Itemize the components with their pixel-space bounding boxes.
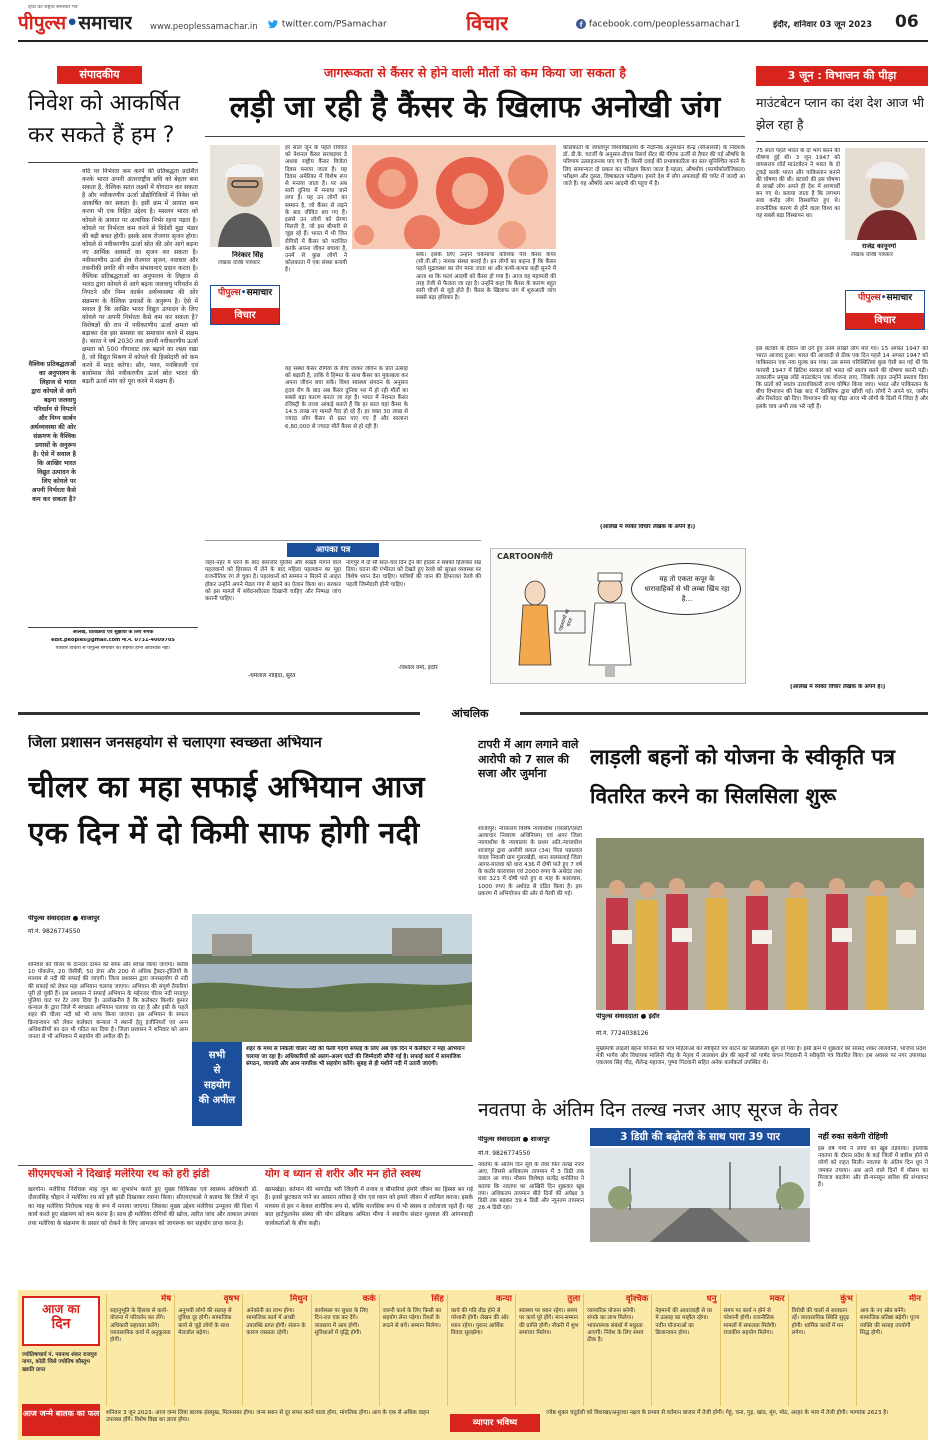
cartoon-speech-bubble — [631, 563, 741, 615]
court-headline: टापरी में आग लगाने वाले आरोपी को 7 साल की सजा और जुर्माना — [478, 738, 579, 780]
heat-side-body: इस वर्ष गर्मी ने लोगों को खूब तड़पाया। हालांकि नवतपा के दौरान प्रदेश के कई जिलों में बारिश होने से लोगों को राहत मिली। नवतपा के अंतिम दिन धूप ने जमकर तपाया। अब आने वाले दिनों में मौसम का मिजाज बदलेगा और प्री-मानसून बारिश की संभावना है। — [818, 1146, 928, 1189]
heat-headline: नवतपा के अंतिम दिन तल्ख नजर आए सूरज के तेवर — [478, 1099, 838, 1121]
zodiac-sign — [311, 1294, 379, 1406]
horoscope-market-label: व्यापार भविष्य — [450, 1414, 540, 1432]
appeal-line-4: की अपील — [198, 1095, 236, 1106]
cancer-column-4: कोलकाता के जाधवपुर विश्वविद्यालय के नैदानिक अनुसंधान केन्द्र (सीआरसी) के निदेशक डॉ. डी.के. चटर्जी के अनुसार-डीएस रिसर्च सेंटर की पीएफ ऊर्जी से तैयार की गई औषधि के परिणाम उत्साहजनक पाए गए हैं। किसी दवाई की प्रभावकारिता का स्तर सुनिश्चित करने के लिए सामान्यतः दो प्रकार का परीक्षण किया जाता है-पहला, औषधीय (फार्माकोलॉजिकल) परीक्षण और दूसरा, विषाक्तता परीक्षण। हमारे देश में लोग अफवाहों की चपेट में जल्दी आ जाते हैं। यह औषधि आम आदमी की पहुंच में है। — [563, 145, 745, 188]
p-brand-label: विचार — [846, 313, 924, 329]
cancer-cells-image — [352, 145, 556, 249]
masthead — [0, 0, 945, 48]
yoga-headline: योग व ध्यान से शरीर और मन होते स्वस्थ — [265, 1168, 421, 1180]
ladli-phone: मो.नं. 7724038126 — [596, 1030, 649, 1037]
horoscope-market-text: ज्येष्ठ शुक्ल चतुर्दशी को विशाखा/अनुराधा नक्षत्र के प्रभाव से वर्तमान बाजार में तेजी होगी। गेहूं, चना, गुड़, खांड, मूंग, मोठ, अरहर के भाव में तेजी होगी। भाग्यांक 2623 है। — [546, 1410, 889, 1416]
cleanup-caption: शहर के मध्य से निकली चीलर नदी की फैली गंदगी सफाई के लिए अब एक दिन में कलेक्टर ने महा अभियान चलाया जा रहा है। अधिकारियों को अलग-अलग घाटों की जिम्मेदारी सौंपी गई है। सफाई कार्य में सामाजिक संगठन, व्यापारी और आम नागरिक भी सहयोग करेंगे। सुबह से ही मशीनें नदी में उतारी जाएंगी। — [246, 1046, 465, 1068]
masthead-tagline: हिंदी का राष्ट्रीय समाचार पत्र — [28, 5, 78, 10]
zodiac-sign-text: अनुभवी लोगों की सलाह से दुविधा दूर होगी। सामाजिक कार्य से जुड़े लोगों के साथ मेलजोल बढ़ेगा। — [178, 1308, 232, 1336]
facebook-handle: facebook.com/peoplessamachar1 — [588, 19, 741, 30]
heat-side-headline: नहीं रुका सकेगी रोहिणी — [818, 1132, 888, 1141]
zodiac-sign-name: मिथुन — [290, 1294, 308, 1304]
zodiac-sign-name: मीन — [908, 1294, 921, 1304]
zodiac-sign — [242, 1294, 310, 1406]
zodiac-sign-name: वृषभ — [223, 1294, 240, 1304]
logo-left: पीपुल्स — [18, 12, 67, 34]
zodiac-sign-name: कन्या — [495, 1294, 512, 1304]
letters-label: आपका पत्र — [287, 543, 379, 557]
zodiac-sign-text: समय पर कार्य न होने से परेशानी होगी। राजनीतिक मामलों में सफलता मिलेगी। राजकीय सहयोग मिलेगा। — [723, 1308, 777, 1336]
masthead-logo: पीपुल्स•समाचार — [18, 12, 133, 34]
zodiac-sign — [720, 1294, 788, 1406]
zodiac-sign — [856, 1294, 924, 1406]
malaria-body: खरगोन। मलेरिया निरोधक माह जून का शुभारंभ करते हुए मुख्य चिकित्सा एवं स्वास्थ्य अधिकारी डॉ. दौलतसिंह चौहान ने मलेरिया रथ को हरी झंडी दिखाकर रवाना किया। सीएमएचओ ने बताया कि जिले में जून का माह मलेरिया निरोधक माह के रूप में मनाया जाएगा। जिसका मुख्य उद्देश्य मलेरिया उन्मूलन की दिशा में कार्य करते हुए संक्रमण को कम करना है। साथ ही मलेरिया रोगियों की खोज, त्वरित जांच और तत्काल उपचार तथा मलेरिया के संक्रमण के प्रसार को रोकने के लिए आमजन को जागरूक कर सहयोग प्राप्त करना है। — [28, 1187, 258, 1227]
zodiac-sign-text: कार्य की गति तीव्र होने से परेशानी होगी। लेखन की ओर ध्यान रहेगा। पुराना आर्थिक विवाद सुलझेगा। — [450, 1308, 509, 1336]
cancer-brand: पीपुल्स•समाचार विचार — [210, 285, 280, 325]
editorial-headline: निवेश को आकर्षित कर सकते हैं हम ? — [28, 91, 181, 148]
website-link[interactable]: www.peoplessamachar.in — [150, 22, 258, 32]
zodiac-sign-name: धनु — [706, 1294, 717, 1304]
partition-brand: पीपुल्स•समाचार विचार — [845, 290, 925, 330]
editorial-label: संपादकीय — [57, 66, 142, 84]
cleanup-headline-2: एक दिन में दो किमी साफ होगी नदी — [28, 816, 420, 851]
cleanup-body: शनिवार को चीलर के दानदार दामन को साफ और स्वच्छ किया जाएगा। करीब 10 पोकलेन, 20 जेसीबी, 50 डंपर और 200 से अधिक ट्रैक्टर-ट्रॉलियों के माध्यम से नदी की सफाई की जाएगी। जिला प्रशासन द्वारा जनसहयोग से नदी की सफाई को लेकर महा अभियान चलाया जाएगा। अभियान की संपूर्ण तैयारियां पूरी हो चुकी हैं। इस प्रशासन ने सफाई अभियान के मद्देनजर चीलर नदी मरदपुर पुलिया घाट पर टेंट लगा दिया है। उल्लेखनीय है कि कलेक्टर किशोर कुमार कन्याल के द्वारा जिले में स्वच्छता अभियान चलाया जा रहा है और इसी के पहले शहर की चीलर नदी को भी साफ किया जाएगा। इस अभियान के सफल क्रियान्वयन को लेकर कलेक्टर कन्याल ने स्थानों हेतु इंजीनियरों एवं अन्य अधिकारियों का दल भी गठित कर दिया है। जिला प्रशासन ने शनिवार को आम जनता से भी अभियान में सहयोग की अपील की है। — [28, 962, 188, 1041]
letter-1-text: जहर-नहर में धरने के बाद कमजोर पुलिस और सख्ती मांगने वाले पहलवानों को हिरासत में लेने के बाद महिला पहलवान का मुद्दा राजनीतिक रंग ले चुका है। पहलवानों को सम्मान न मिलने से आहत होकर उन्होंने अपने मेडल गंगा में बहाने का ऐलान किया था। सरकार को इस मामले में संवेदनशीलता दिखानी चाहिए और निष्पक्ष जांच करानी चाहिए। — [205, 560, 341, 603]
p-brand-left: पीपुल्स — [857, 293, 881, 303]
zodiac-signs — [106, 1294, 924, 1406]
heat-road-photo — [590, 1148, 810, 1242]
letter-1-sign: -धर्मलाल नाहिदा, सूरत — [248, 673, 296, 679]
page-number: 06 — [895, 12, 919, 32]
heat-photo-caption — [590, 1246, 810, 1280]
letter-2-sign: -विशाल वर्मा, इंदौर — [398, 665, 438, 671]
cancer-author-photo — [210, 145, 280, 247]
zodiac-sign-name: सिंह — [431, 1294, 444, 1304]
partition-body-2: इस बंटवारे के दौरान जो दंगे हुए उनमें लाखों लोग मारे गए। 15 अगस्त 1947 को भारत आजाद हुआ। भारत की आजादी से ठीक एक दिन पहले 14 अगस्त 1947 को पाकिस्तान एक नया मुल्क बन गया। उस समय परिस्थितियां कुछ ऐसी बन गई थीं कि फरवरी 1947 में ब्रिटिश सरकार को भारत को स्वतंत्र करने की घोषणा करनी पड़ी। तत्कालीन प्रमुख लॉर्ड माउंटबेटन एक योजना लाए, जिसके तहत उन्होंने प्रस्ताव दिया कि प्रांतों को स्वतंत्र उत्तराधिकारी राज्य घोषित किया जाए। भारत और पाकिस्तान के बीच विभाजन की रेखा बाद में रेडक्लिफ द्वारा खींची गई। लोगों ने अपने घर, जमीन और रिश्तेदार खो दिए। विभाजन की यह पीड़ा आज भी लोगों के दिलों में जिंदा है और इसके घाव अभी तक भरे नहीं हैं। — [756, 346, 928, 410]
heat-byline: पीपुल्स संवाददाता ● शाजापुर — [478, 1136, 550, 1143]
ladli-body: मुख्यमंत्री लाड़ली बहना योजना की पात्र महिलाओं को स्वीकृति पत्र बांटने का सिलसिला शुरू हो गया है। इसी क्रम में शुक्रवार को सांसद शंकर लालवानी, भाजपा प्रदेश मंत्री भार्गव और विधायक मालिनी गौड़ के नेतृत्व में लालबाग क्षेत्र की बहनों को पार्षद कंचन गिदवानी ने स्वीकृति पत्र वितरित किए। इस अवसर पर नगर उपाध्यक्ष एकलव्य सिंह गौड़, शैलेन्द्र महाजन, पुष्पा गिदवानी सहित अनेक कार्यकर्ता उपस्थित थे। — [596, 1046, 926, 1067]
brand-right: समाचार — [246, 288, 273, 298]
horoscope-title-top: आज का — [42, 1302, 80, 1316]
letter-2-text: नागपुर में दो सौ सात-चार दिन ट्रेन की हादसे ने सबको हिलाकर रख दिया। घटना की गंभीरता को देखते हुए रेलवे को सुरक्षा व्यवस्था पर विशेष ध्यान देना चाहिए। यात्रियों की जान की हिफाजत रेलवे की पहली जिम्मेदारी होनी चाहिए। — [346, 560, 481, 588]
zodiac-sign — [447, 1294, 515, 1406]
cleanup-phone: मो.नं. 9826774550 — [28, 928, 81, 935]
yoga-body: खामखेड़ा। वर्तमान की भागदौड़ भरी जिंदगी में तनाव व बीमारियां हमारे जीवन का हिस्सा बन गई हैं। इनसे छुटकारा पाने का आसान तरीका है योग एवं ध्यान को हमारे जीवन में शामिल करना। इसके माध्यम से हम न केवल शारीरिक रूप से, बल्कि मानसिक रूप से भी स्वस्थ व तरोताजा रहते हैं। यह बात हार्टफुलनेस संस्था की योग प्रशिक्षक अमिता मीणा ने स्थानीय संस्टर मुल्ताल की आंगनवाड़ी कार्यकर्ताओं के बीच कही। — [265, 1187, 473, 1227]
zodiac-sign-text: कार्यस्थल पर सुधार के लिए दिन-रात एक कर देंगे। व्यवसाय में आय होगी। सुविधाओं में वृद्धि होगी। — [314, 1308, 369, 1336]
horoscope-title-bottom: दिन — [51, 1316, 71, 1333]
zodiac-sign — [651, 1294, 719, 1406]
editorial-pullquote: वैश्विक प्रतिबद्धताओं का अनुपालन के लिहाज से भारत द्वारा कोयले से आगे बढ़ना जलवायु परिवर्तन से निपटने और निम्न कार्बन अर्थव्यवस्था की ओर संक्रमण के वैश्विक प्रयासों के अनुरूप है। ऐसे में सवाल है कि आखिर भारत विद्युत उत्पादन के लिए कोयले पर अपनी निर्भरता कैसे कम कर सकता है? — [28, 361, 76, 503]
partition-label: 3 जून : विभाजन की पीड़ा — [756, 66, 928, 86]
zodiac-sign — [583, 1294, 651, 1406]
horoscope-title — [22, 1296, 100, 1346]
zodiac-sign-text: सहानुभूति के हिसाब से कार्य-योजना में परिवर्तन कर लेंगे। अधिकारी सहायता करेंगे। व्यावसायिक कार्य में अनुकूलता होगी। — [110, 1308, 171, 1344]
partition-headline: माउंटबेटन प्लान का दंश देश आज भी झेल रहा है — [756, 95, 924, 132]
cleanup-kicker: जिला प्रशासन जनसहयोग से चलाएगा स्वच्छता अभियान — [28, 735, 322, 751]
zodiac-sign-text: अनेकोनी का लाभ होगा। सामाजिक कार्य में अच्छी उपलब्धि प्राप्त होगी। संतान के कारण व्यस्तता रहेगी। — [246, 1308, 306, 1336]
cancer-author-role: लेखक वरिष्ठ पत्रकार — [218, 260, 261, 266]
heat-strip: 3 डिग्री की बढ़ोतरी के साथ पारा 39 पार — [590, 1128, 810, 1146]
twitter-handle: twitter.com/PSamachar — [281, 19, 387, 30]
cartoon-box — [490, 548, 746, 684]
zodiac-sign — [788, 1294, 856, 1406]
zodiac-sign — [379, 1294, 447, 1406]
horoscope-kids-label: आज जन्मे बालक का फल — [22, 1404, 100, 1436]
zodiac-sign-text: जरूरी कार्य के लिए किसी का सहयोग लेना पड़ेगा। रिश्तों के रूठने से बचें। सम्मान मिलेगा। — [382, 1308, 442, 1329]
editorial-footer-1: आलेख, प्रतिक्रिया एवं सुझावों के लिए संपर्क — [72, 630, 154, 635]
p-brand-right: समाचार — [886, 293, 913, 303]
zodiac-sign-text: विरोधी की चालों से सावधान रहें। व्यावसायिक स्थिति सुदृढ़ होगी। धार्मिक कार्यों में मन लगेगा। — [791, 1308, 849, 1336]
zodiac-sign-name: तुला — [567, 1294, 581, 1304]
dateline: इंदौर, शनिवार 03 जून 2023 — [773, 20, 873, 30]
cleanup-byline: पीपुल्स संवाददाता ● शाजापुर — [28, 915, 100, 922]
twitter-icon — [268, 19, 279, 29]
partition-byline: (आलेख में व्यक्त विचार लेखक के अपने हैं।) — [790, 684, 886, 690]
editorial-footer-2: edit.peoples@gmail.com मो.नं. 0731-4009705 — [51, 638, 175, 643]
horoscope-kids-text: शनिवार 3 जून 2023: आज जन्म लिया बालक हंसमुख, मिलनसार होगा। जन्म स्थान से दूर सफर करने वाला होगा, मांगलिक होगा। आप के एक से अधिक वाहन उपलब्ध होंगे। विशेष विद्या का ज्ञाता होगा। — [106, 1410, 430, 1424]
cancer-byline: (आलेख में व्यक्त विचार लेखक के अपने हैं।) — [600, 524, 696, 530]
partition-author-role: लेखक वरिष्ठ पत्रकार — [851, 252, 894, 258]
cancer-column-1: हर साल जून के पहले रविवार को नेशनल कैंसर सरवाइवर डे अथवा राष्ट्रीय कैंसर विजेता दिवस मनाया जाता है। यह दिवस अमेरिका में विशेष रूप से मनाया जाता है। पर अब सारी दुनिया में मनाया जाने लगा है। यह उन लोगों का सम्मान है, जो कैंसर से लड़ने के बाद जीवित बच गए हैं। इससे उन लोगों को प्रेरणा मिलती है, जो इस बीमारी से जूझ रहे हैं। भारत में भी जिन रोगियों में कैंसर को पराजित करके अपना जीवन बचाया है, उनमें से कुछ लोगों ने कोलकाता में एक संस्था बनायी है। — [285, 145, 347, 274]
zodiac-sign-name: मकर — [769, 1294, 785, 1304]
cleanup-river-photo — [192, 914, 472, 1042]
cartoon-board: पहलवानों का धरना — [558, 608, 575, 633]
appeal-line-2: से — [213, 1065, 221, 1076]
logo-right: समाचार — [78, 12, 133, 34]
editorial-footer-3: पत्रकार विचारों से पीपुल्स समाचार का सहमत होना आवश्यक नहीं। — [55, 646, 171, 651]
cancer-author-name: निरंकार सिंह — [232, 251, 264, 259]
cancer-kicker: जागरूकता से कैंसर से होने वाली मौतों को कम किया जा सकता है — [323, 66, 627, 80]
appeal-line-1: सभी — [208, 1050, 226, 1061]
zodiac-sign-name: मेष — [161, 1294, 172, 1304]
heat-phone: मो.नं. 9826774550 — [478, 1150, 531, 1157]
zodiac-sign-text: स्वास्थ्य पर ध्यान रहेगा। समय पर कार्य पूरे होंगे। मान-सम्मान की प्राप्ति होगी। नौकरी में शुभ समाचार मिलेगा। — [519, 1308, 579, 1336]
section-title: विचार — [466, 12, 509, 35]
zodiac-sign-name: कुंभ — [840, 1294, 853, 1304]
malaria-headline: सीएमएचओ ने दिखाई मलेरिया रथ को हरी झंडी — [28, 1168, 210, 1180]
ladli-byline: पीपुल्स संवाददाता ● इंदौर — [596, 1013, 660, 1020]
heat-body: नवतपा के अंतिम दिन सूर्य के तेवर फिर तल्ख नजर आए, जिससे अधिकतम तापमान में 3 डिग्री तक उछाल आ गया। मौसम विशेषज्ञ सत्येंद्र धनोतिया ने बताया कि नवतपा का आखिरी दिन शुक्रवार खूब तपा। अधिकतम तापमान बीते दिनों की अपेक्षा 3 डिग्री तक बढ़कर 39.4 डिग्री और न्यूनतम तापमान 26.4 डिग्री रहा। — [478, 1162, 584, 1212]
facebook-link[interactable] — [576, 19, 740, 30]
zodiac-sign-name: कर्क — [362, 1294, 376, 1304]
partition-body-1: 75 साल पहले भारत के दो भाग करने की घोषणा हुई थी। 3 जून 1947 को वायसराय लॉर्ड माउंटबेटन ने भारत के दो टुकड़े करके भारत और पाकिस्तान बनाने की घोषणा की थी। बंटवारे की इस घोषणा से लाखों लोग अपने ही देश में शरणार्थी बन गए थे। बताया जाता है कि लगभग सवा करोड़ लोग विस्थापित हुए थे। राजनीतिक कारण से होने वाला विश्व का यह सबसे बड़ा विस्थापन था। — [756, 148, 840, 219]
brand-label: विचार — [211, 308, 279, 324]
partition-author-photo — [845, 148, 925, 240]
cartoon-label: CARTOONगीरी — [497, 552, 553, 561]
zodiac-sign-text: व्यापारिक योजना बनेगी। संपर्क का लाभ मिलेगा। भावनात्मक संबंधों में मधुरता आएगी। निवेश के लिए समय ठीक है। — [587, 1308, 644, 1344]
zodiac-sign — [174, 1294, 242, 1406]
partition-author-name: राजेंद्र कानूनगो — [862, 243, 897, 250]
horoscope-astrologer: ज्योतिषाचार्य पं. नवनाथ शंकर राजगुरु नागर, कोठी जिसे ज्योतिष कौस्तुभ ख्याति प्राप्त — [22, 1352, 97, 1373]
cancer-column-2b: यह संस्था कैंसर रोगियों के बीच जाकर जीवन के प्रति उत्साह को बढ़ाती है, ताकि वे हिम्मत के साथ कैंसर का मुकाबला कर अपना जीवन बचा सकें। विश्व स्वास्थ्य संगठन के अनुसार हृदय रोग के बाद अब कैंसर दुनिया भर में हो रही मौतों का सबसे बड़ा कारण बनता जा रहा है। भारत में नेशनल कैंसर रजिस्ट्री के ताजा आंकड़े बताते हैं कि हर साल यहां कैंसर के 14.5 लाख नए मामले पैदा हो रहे हैं। हर वक्त 30 लाख से ज्यादा लोग कैंसर से ग्रस्त पाए गए हैं और सालाना 6,80,000 से ज्यादा मौतें कैंसर से हो रही हैं। — [285, 366, 408, 430]
cancer-column-3: सके। इसके लिए उन्होंने चकमाचा कौशिक पेरो कैंसर केयर (सी.पी.सी.) नामक संस्था बनाई है। इन लोगों का कहना है कि कैंसर पहले मुद्रावस्था का रोग माना जाता था और कभी-कभार कहीं सुनने में आता था कि फलां आदमी को कैंसर हो गया है। आज यह महामारी की तरह तेजी से फैलता जा रहा है। उन्होंने कहा कि कैंसर के कारण बहुत सारी चीजों से जुड़े होते हैं। कैंसर के खिलाफ जंग में शुरुआती जांच सबसे बड़ा हथियार है। — [416, 252, 556, 302]
appeal-line-3: सहयोग — [203, 1080, 231, 1091]
zodiac-sign — [106, 1294, 174, 1406]
brand-left: पीपुल्स — [217, 288, 241, 298]
cancer-headline: लड़ी जा रही है कैंसर के खिलाफ अनोखी जंग — [229, 90, 721, 125]
cartoon-speech: यह तो एकता कपूर के धारावाहिकों से भी लम्बा खिंच रहा है... — [644, 575, 730, 603]
cleanup-headline-1: चीलर का महा सफाई अभियान आज — [28, 770, 425, 805]
zodiac-sign-text: आय के नए स्रोत बनेंगे। सामाजिक प्रतिष्ठा बढ़ेगी। पूज्य व्यक्ति की सलाह उपयोगी सिद्ध होगी। — [859, 1308, 920, 1336]
editorial-body: यदि पर निर्भरता कम करने की प्रतिबद्धता प्रदर्शित करके भारत अपनी अंतरराष्ट्रीय छवि को बेहतर बना सकता है, वैश्विक सतत लक्ष्यों में योगदान कर सकता है और नवीकरणीय ऊर्जा प्रौद्योगिकियों में निवेश को आकर्षित कर सकता है। इसी क्रम में आयात कम करना भी एक निहित उद्देश्य है। मसलन भारत को कोयले के आयात पर अत्यधिक निर्भर रहना पड़ता है। कोयले पर निर्भरता कम करने से विदेशी मुद्रा भंडार की बड़ी बचत होगी। इसके साथ रोजगार सृजन होगा। कोयले से नवीकरणीय ऊर्जा स्रोत की ओर आगे बढ़ना नए आर्थिक अवसरों का सृजन कर सकता है। नवीकरणीय ऊर्जा क्षेत्र रोजगार सृजन, नवाचार और तकनीकी प्रगति की नवीन संभावनाएं प्रदान करता है। वैश्विक प्रतिबद्धताओं का अनुपालन के लिहाज से भारत द्वारा कोयले से आगे बढ़ना जलवायु परिवर्तन से निपटने और निम्न कार्बन अर्थव्यवस्था की ओर संक्रमण के वैश्विक प्रयासों के अनुरूप है। ऐसे में सवाल है कि आखिर भारत विद्युत उत्पादन के लिए कोयले पर अपनी निर्भरता कैसे कम कर सकता है? विशेषज्ञों की राय में नवीकरणीय ऊर्जा क्षमता को बढ़ाकर देश इस समस्या का समाधान करने में सक्षम है। भारत ने वर्ष 2030 तक अपनी नवीकरणीय ऊर्जा क्षमता को 500 गीगावाट तक बढ़ाने का लक्ष्य रखा है, जो विद्युत मिश्रण में कोयले की हिस्सेदारी को कम करने में मदद करेगा। सौर, पवन, पनबिजली एवं बायोमास जैसे नवीकरणीय ऊर्जा स्रोत भारत की बढ़ती ऊर्जा मांग को पूरा करने में सक्षम हैं। — [82, 168, 198, 386]
ladli-photo — [596, 838, 924, 1010]
twitter-link[interactable] — [268, 19, 387, 30]
zodiac-sign — [515, 1294, 583, 1406]
zodiac-sign-text: नेहमानों की आवाजाही से घर में उत्साह का माहौल रहेगा। नवीन योजनाओं का क्रियान्वयन होगा। — [655, 1308, 713, 1336]
ladli-headline: लाड़ली बहनों को योजना के स्वीकृति पत्र वितरित करने का सिलसिला शुरू — [590, 745, 896, 808]
cleanup-appeal-badge — [192, 1042, 242, 1126]
facebook-icon — [576, 19, 586, 29]
zodiac-sign-name: वृश्चिक — [625, 1294, 649, 1304]
regional-label: आंचलिक — [420, 706, 520, 722]
horoscope-band — [18, 1290, 928, 1440]
court-body: शाजापुर। न्यायालय विशेष न्यायाधीश (एससी/एसटी अत्याचार निवारण अधिनियम) एवं अपर जिला न्यायाधीश के न्यायालय के प्रथम अति.न्यायाधीश शाजापुर द्वारा आरोपी कमल (34) पिता पन्नालाल यादव निवासी ग्राम गुलरखेड़ी, थाना सलसलाई जिला आगर-मालवा को धारा 436 में दोषी पाते हुए 7 वर्ष के कठोर कारावास एवं 2000 रुपए के अर्थदंड तथा धारा 323 में दोषी पाते हुए 6 माह के कारावास, 1000 रुपए के अर्थदंड से दंडित किया है। इस प्रकरण में अभियोजन की ओर से पैरवी की गई। — [478, 826, 582, 897]
